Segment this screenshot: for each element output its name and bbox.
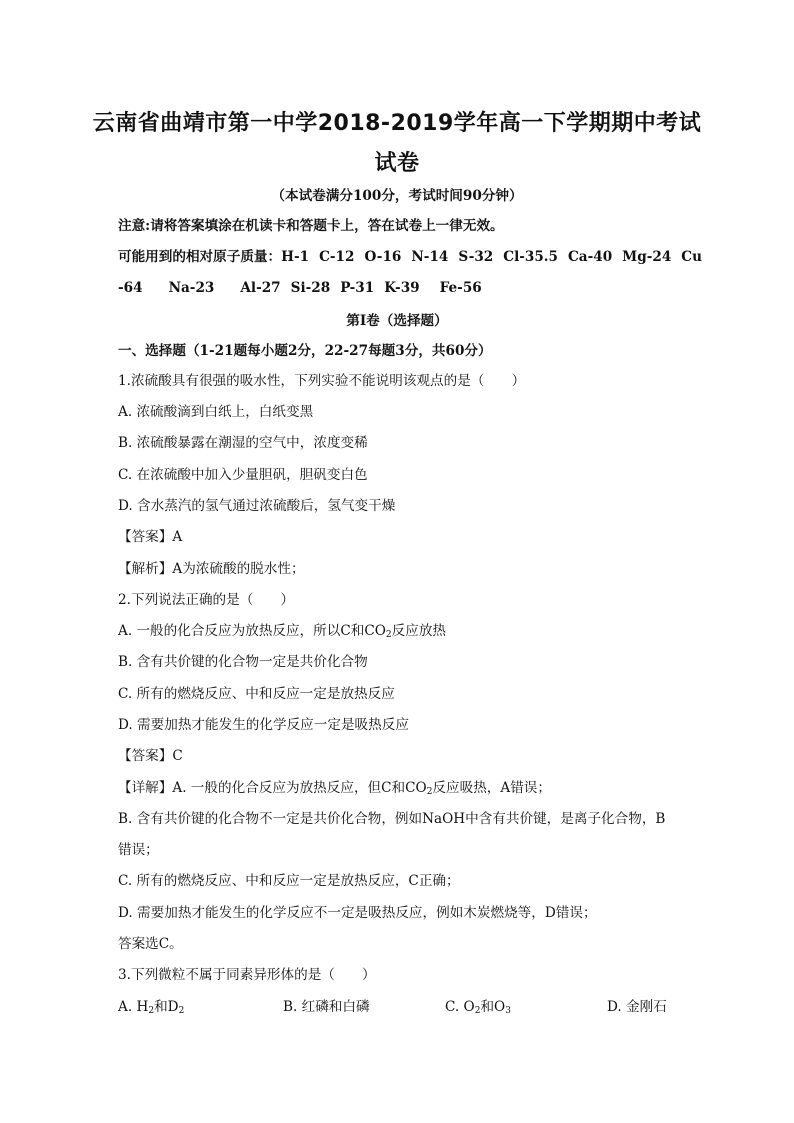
q2-option-d: D. 需要加热才能发生的化学反应一定是吸热反应 [118, 717, 409, 733]
exam-subtitle: （本试卷满分100分，考试时间90分钟） [271, 188, 523, 204]
q2-detail-a-text-end: 反应吸热，A错误； [432, 780, 551, 796]
q2-stem: 2.下列说法正确的是（ ） [118, 592, 295, 608]
atomic-mass-item: -64 [118, 280, 143, 296]
q1-analysis: 【解析】A为浓硫酸的脱水性； [118, 561, 305, 577]
q2-option-a [118, 622, 446, 640]
subscript: 2 [426, 787, 433, 797]
q2-option-a-text-end: 反应放热 [391, 623, 447, 639]
q2-detail-b-line1: B. 含有共价键的化合物不一定是共价化合物，例如NaOH中含有共价键，是离子化合物，B [118, 811, 666, 827]
atomic-mass-item: O-16 [364, 249, 402, 265]
atomic-mass-label: 可能用到的相对原子质量： [118, 249, 282, 265]
document-title-line2: 试卷 [374, 151, 420, 176]
q3-option-b: B. 红磷和白磷 [283, 999, 370, 1015]
atomic-mass-item: Cl-35.5 [503, 249, 558, 265]
atomic-mass-line2 [118, 279, 482, 297]
atomic-mass-item: Mg-24 [622, 249, 672, 265]
q3-option-c-text: C. O [445, 999, 475, 1015]
atomic-mass-item: Si-28 [290, 280, 331, 296]
q2-option-c: C. 所有的燃烧反应、中和反应一定是放热反应 [118, 686, 395, 702]
q2-detail-d: D. 需要加热才能发生的化学反应不一定是吸热反应，例如木炭燃烧等，D错误； [118, 905, 597, 921]
subscript: 2 [178, 1006, 185, 1016]
q1-answer: 【答案】A [118, 529, 183, 545]
part-heading: 一、选择题（1-21题每小题2分，22-27每题3分，共60分） [118, 343, 492, 359]
subscript: 2 [385, 630, 392, 640]
q1-stem: 1.浓硫酸具有很强的吸水性，下列实验不能说明该观点的是（ ） [118, 373, 526, 389]
q1-option-a: A. 浓硫酸滴到白纸上，白纸变黑 [118, 404, 314, 420]
atomic-mass-item: S-32 [458, 249, 494, 265]
subscript: 3 [505, 1006, 511, 1016]
q2-detail-b-line2: 错误； [118, 842, 159, 858]
q2-option-b: B. 含有共价键的化合物一定是共价化合物 [118, 654, 368, 670]
q2-detail-c: C. 所有的燃烧反应、中和反应一定是放热反应，C正确； [118, 873, 460, 889]
exam-notice: 注意:请将答案填涂在机读卡和答题卡上，答在试卷上一律无效。 [118, 218, 504, 234]
atomic-mass-item: K-39 [384, 280, 420, 296]
atomic-mass-item: H-1 [281, 249, 310, 265]
q1-option-b: B. 浓硫酸暴露在潮湿的空气中，浓度变稀 [118, 435, 368, 451]
document-title-line1: 云南省曲靖市第一中学2018-2019学年高一下学期期中考试 [92, 111, 702, 136]
q2-answer: 【答案】C [118, 748, 183, 764]
q3-option-a [118, 998, 184, 1016]
atomic-mass-item: P-31 [340, 280, 375, 296]
atomic-mass-line1 [118, 248, 702, 266]
q2-detail-a-text: 【详解】A. 一般的化合反应为放热反应，但C和CO [118, 780, 427, 796]
q3-option-a-text: A. H [118, 999, 149, 1015]
atomic-mass-item: Fe-56 [439, 280, 482, 296]
q2-conclusion: 答案选C。 [118, 936, 183, 952]
q1-option-c: C. 在浓硫酸中加入少量胆矾，胆矾变白色 [118, 467, 368, 483]
subscript: 2 [474, 1006, 481, 1016]
atomic-mass-item: Ca-40 [567, 249, 613, 265]
q3-stem: 3.下列微粒不属于同素异形体的是（ ） [118, 967, 376, 983]
atomic-mass-item: C-12 [319, 249, 355, 265]
atomic-mass-item: Al-27 [240, 280, 281, 296]
section-title: 第I卷（选择题） [346, 313, 448, 329]
atomic-mass-item: Na-23 [168, 280, 215, 296]
atomic-mass-item: N-14 [411, 249, 449, 265]
q1-option-d: D. 含水蒸汽的氢气通过浓硫酸后，氢气变干燥 [118, 498, 396, 514]
q2-detail-a [118, 779, 551, 797]
q3-option-a-text-mid: 和D [154, 999, 179, 1015]
q3-option-c-text-mid: 和O [480, 999, 506, 1015]
q2-option-a-text: A. 一般的化合反应为放热反应，所以C和CO [118, 623, 386, 639]
q3-option-d: D. 金刚石 [607, 999, 667, 1015]
subscript: 2 [148, 1006, 155, 1016]
atomic-mass-item: Cu [681, 249, 702, 265]
q3-option-c [445, 998, 511, 1016]
